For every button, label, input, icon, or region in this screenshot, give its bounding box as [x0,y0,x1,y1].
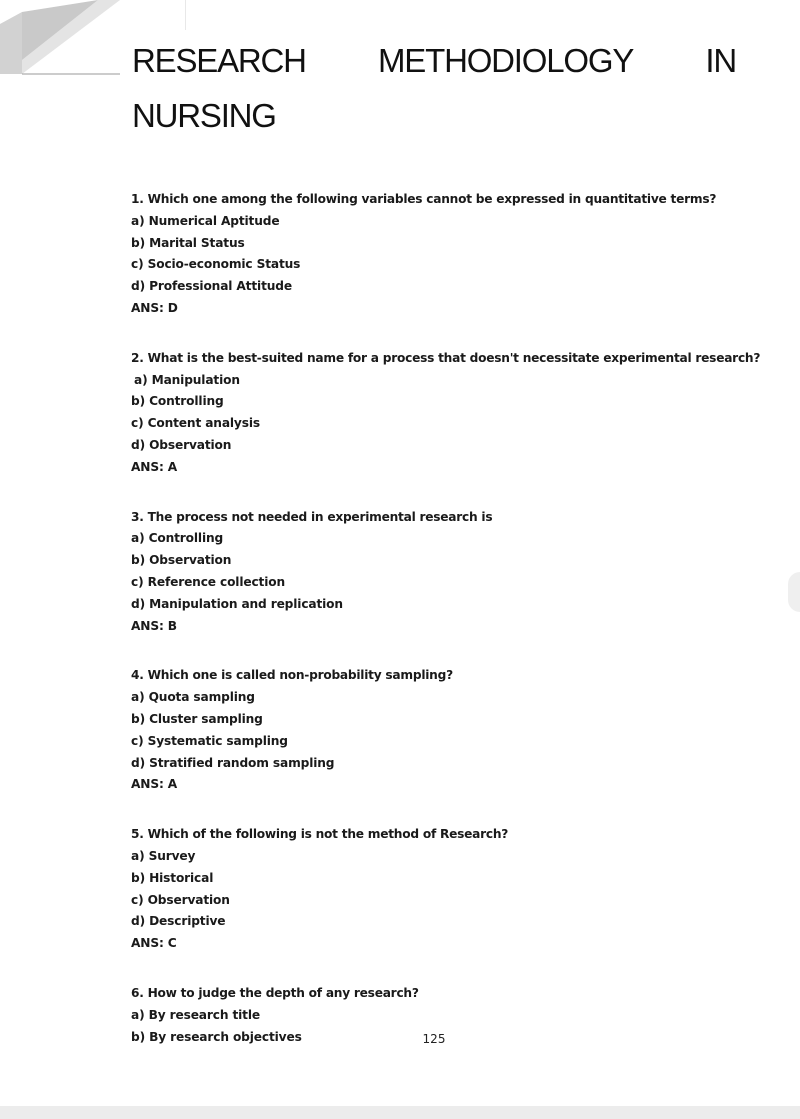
option-d: d) Stratified random sampling [131,755,335,770]
option-d: d) Observation [131,437,232,452]
page-curl-graphic [0,0,120,80]
answer: ANS: D [131,300,178,315]
question-text: 1. Which one among the following variables cannot be expressed in quantitative terms? [131,192,717,206]
title-word-in: IN [705,42,736,79]
question-4 [131,665,771,796]
option-c: c) Systematic sampling [131,733,288,748]
option-b: b) Historical [131,870,214,885]
option-d: d) Manipulation and replication [131,596,343,611]
question-text: 5. Which of the following is not the method of Research? [131,827,509,842]
option-c: c) Socio-economic Status [131,257,301,272]
option-b: b) Controlling [131,394,224,409]
option-a: a) Controlling [131,531,224,546]
option-a: a) Numerical Aptitude [131,213,280,228]
title-word-methodology: METHODIOLOGY [378,42,634,79]
question-5 [131,824,771,955]
page-title-line-1 [132,41,736,81]
option-d: d) Descriptive [131,914,226,929]
question-3 [131,507,771,638]
option-c: c) Content analysis [131,416,260,431]
option-a: a) Quota sampling [131,690,255,705]
question-2 [131,348,771,479]
option-a: a) Survey [131,848,196,863]
title-word-research: RESEARCH [132,42,306,79]
page-title-line-2: NURSING [132,97,276,134]
answer: ANS: A [131,459,178,474]
option-d: d) Professional Attitude [131,279,292,294]
question-1 [131,189,771,320]
option-a: a) Manipulation [134,372,240,387]
question-text: 3. The process not needed in experimental research is [131,509,493,524]
answer: ANS: B [131,618,177,633]
question-text: 2. What is the best-suited name for a process that doesn't necessitate experimental research? [131,350,761,365]
edge-marker [788,572,800,612]
header-rule [185,0,186,30]
answer: ANS: C [131,936,177,951]
option-b: b) Observation [131,553,232,568]
option-b: b) By research objectives [131,1029,302,1044]
question-text: 4. Which one is called non-probability sampling? [131,668,453,683]
option-b: b) Marital Status [131,235,245,250]
page-number: 125 [422,1032,446,1046]
option-c: c) Reference collection [131,574,285,589]
question-list [131,189,771,1076]
option-a: a) By research title [131,1007,260,1022]
answer: ANS: A [131,777,178,792]
option-b: b) Cluster sampling [131,711,263,726]
option-c: c) Observation [131,892,230,907]
question-text: 6. How to judge the depth of any research? [131,985,419,1000]
